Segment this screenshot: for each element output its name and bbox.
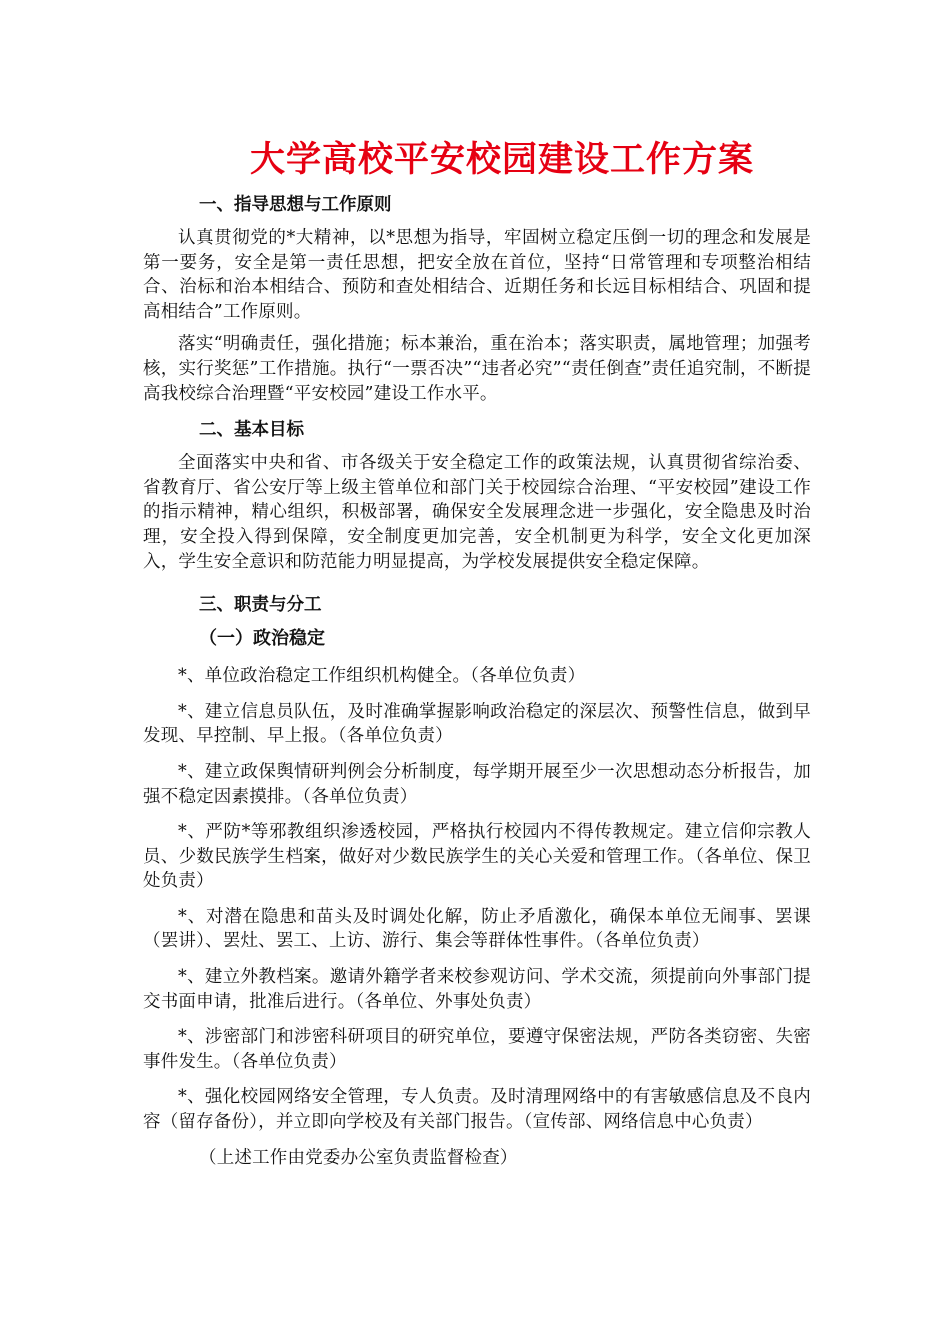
list-item: *、单位政治稳定工作组织机构健全。（各单位负责） [178, 666, 586, 687]
paragraph: 认真贯彻党的*大精神，以*思想为指导，牢固树立稳定压倒一切的理念和发展是第一要务，安全是第一责任思想，把安全放在首位，坚持“日常管理和专项整治相结合、治标和治本相结合、预防和查处相结合、近期任务和长远目标相结合、巩固和提高相结合”工作原则。 [143, 228, 811, 322]
section-heading-guiding-principles: 一、指导思想与工作原则 [199, 195, 392, 215]
list-item: *、建立信息员队伍，及时准确掌握影响政治稳定的深层次、预警性信息，做到早发现、早控制、早上报。（各单位负责） [143, 701, 811, 747]
subsection-heading-political-stability: （一）政治稳定 [199, 628, 325, 650]
list-item: *、涉密部门和涉密科研项目的研究单位，要遵守保密法规，严防各类窃密、失密事件发生。（各单位负责） [143, 1027, 811, 1072]
list-item: *、对潜在隐患和苗头及时调处化解，防止矛盾激化，确保本单位无闹事、罢课（罢讲）、罢灶、罢工、上访、游行、集会等群体性事件。（各单位负责） [143, 906, 811, 952]
section-heading-duties: 三、职责与分工 [199, 595, 322, 616]
list-item: *、强化校园网络安全管理，专人负责。及时清理网络中的有害敏感信息及不良内容（留存备份），并立即向学校及有关部门报告。（宣传部、网络信息中心负责） [143, 1087, 811, 1133]
document-title: 大学高校平安校园建设工作方案 [249, 139, 754, 180]
list-item: *、建立政保舆情研判例会分析制度，每学期开展至少一次思想动态分析报告，加强不稳定因素摸排。（各单位负责） [143, 761, 811, 807]
paragraph: 落实“明确责任，强化措施；标本兼治，重在治本；落实职责，属地管理；加强考核，实行奖惩”工作措施。执行“一票否决”“违者必究”“责任倒查”责任追究制，不断提高我校综合治理暨“平安校园”建设工作水平。 [143, 334, 811, 404]
paragraph: 全面落实中央和省、市各级关于安全稳定工作的政策法规，认真贯彻省综治委、省教育厅、省公安厅等上级主管单位和部门关于校园综合治理、“平安校园”建设工作的指示精神，精心组织，积极部署，确保安全发展理念进一步强化，安全隐患及时治理，安全投入得到保障，安全制度更加完善，安全机制更为科学，安全文化更加深入，学生安全意识和防范能力明显提高，为学校发展提供安全稳定保障。 [143, 453, 811, 572]
supervision-note: （上述工作由党委办公室负责监督检查） [199, 1147, 518, 1168]
list-item: *、严防*等邪教组织渗透校园，严格执行校园内不得传教规定。建立信仰宗教人员、少数民族学生档案，做好对少数民族学生的关心关爱和管理工作。（各单位、保卫处负责） [143, 822, 811, 892]
document-body [143, 192, 811, 1170]
section-heading-basic-goals: 二、基本目标 [199, 420, 304, 441]
list-item: *、建立外教档案。邀请外籍学者来校参观访问、学术交流，须提前向外事部门提交书面申请，批准后进行。（各单位、外事处负责） [143, 967, 811, 1012]
